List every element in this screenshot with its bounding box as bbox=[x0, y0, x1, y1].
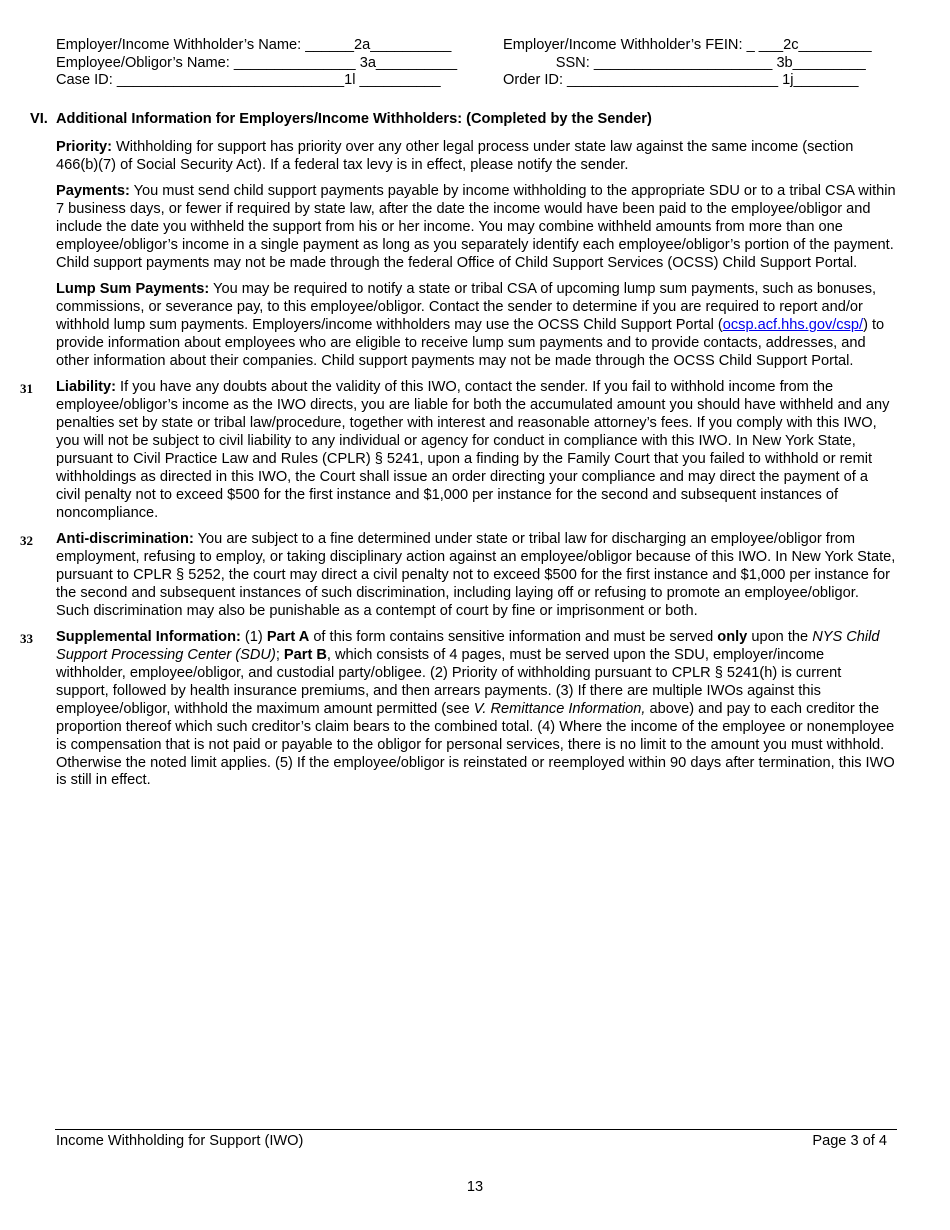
priority-heading: Priority: bbox=[56, 139, 112, 155]
employee-name-field: Employee/Obligor’s Name: _______________ 3a__________ bbox=[56, 54, 458, 71]
supplemental-text-2: of this form contains sensitive information and must be served bbox=[309, 629, 718, 646]
footer-title: Income Withholding for Support (IWO) bbox=[56, 1133, 304, 1149]
anti-discrimination-paragraph bbox=[20, 531, 896, 621]
footer-page-indicator: Page 3 of 4 bbox=[812, 1133, 887, 1149]
part-b-label: Part B bbox=[283, 647, 327, 664]
liability-heading: Liability: bbox=[56, 379, 116, 396]
employer-name-field: Employer/Income Withholder’s Name: ______2a__________ bbox=[56, 37, 452, 53]
paragraph-number-32: 32 bbox=[20, 533, 33, 549]
footer-divider bbox=[55, 1129, 897, 1130]
liability-paragraph bbox=[20, 379, 896, 522]
header-right bbox=[503, 37, 872, 90]
lump-sum-text-before: You may be required to notify a state or tribal CSA of upcoming lump sum payments, such as bonuses, commissions, or severance pay, to this employee/obligor. Contact the sender to determine if you are required to report and/or withhold lump sum payments. Employers/income withholders may use the OCSS Child Support Portal ( bbox=[56, 281, 877, 334]
lump-sum-heading: Lump Sum Payments: bbox=[56, 281, 210, 298]
lump-sum-text-after: ) to provide information about employees who are eligible to receive lump sum payments and to provide contacts, addresses, and other information about their companies. Child support payments may not be made through the OCSS Child Support Portal. bbox=[56, 317, 885, 369]
anti-discrimination-text: You are subject to a fine determined under state or tribal law for discharging an employee/obligor from employment, refusing to employ, or taking disciplinary action against an employee/obligor because of this IWO. In New York State, pursuant to CPLR § 5252, the court may direct a civil penalty not to exceed $500 for the first instance and $1,000 per instance for the second and subsequent instances of such discrimination, including laying off or refusing to promote an employee/obligor. Such discrimination may also be punishable as a contempt of court by fine or imprisonment or both. bbox=[56, 531, 896, 619]
ssn-field: SSN: ______________________ 3b_________ bbox=[503, 54, 866, 71]
supplemental-text-3: upon the bbox=[747, 629, 813, 646]
supplemental-paragraph bbox=[20, 629, 896, 790]
section-title bbox=[30, 111, 652, 127]
supplemental-heading: Supplemental Information: bbox=[56, 629, 241, 646]
ocsp-portal-link[interactable]: ocsp.acf.hhs.gov/csp/ bbox=[722, 317, 864, 334]
section-content bbox=[20, 139, 896, 799]
payments-text: You must send child support payments payable by income withholding to the appropriate SDU or to a tribal CSA within 7 business days, or fewer if required by state law, after the date the income would have been paid to the employee/obligor and include the date you withheld the support from his or her income. You may combine withheld amounts from more than one employee/obligor’s income in a single payment as long as you separately identify each employee/obligor’s portion of the payment. Child support payments may not be made through the federal Office of Child Support Services (OCSS) Child Support Portal. bbox=[56, 183, 896, 271]
lump-sum-paragraph bbox=[56, 281, 896, 371]
paragraph-number-31: 31 bbox=[20, 381, 33, 397]
section-heading: Additional Information for Employers/Income Withholders: (Completed by the Sender) bbox=[56, 111, 652, 127]
anti-discrimination-heading: Anti-discrimination: bbox=[56, 531, 194, 548]
nys-sdu-name: NYS Child Support Processing Center (SDU) bbox=[56, 629, 880, 664]
page-number: 13 bbox=[466, 1179, 484, 1195]
part-a-label: Part A bbox=[266, 629, 310, 646]
order-id-field: Order ID: __________________________ 1j________ bbox=[503, 72, 859, 89]
payments-heading: Payments: bbox=[56, 183, 130, 200]
priority-text: Withholding for support has priority over any other legal process under state law against the same income (section 466(b)(7) of Social Security Act). If a federal tax levy is in effect, please notify the sender. bbox=[56, 139, 854, 173]
section-number: VI. bbox=[30, 111, 48, 127]
liability-text: If you have any doubts about the validity of this IWO, contact the sender. If you fail to withhold income from the employee/obligor’s income as the IWO directs, you are liable for both the accumulated amount you should have withheld and any penalties set by state or tribal law/procedure, together with interest and reasonable attorney’s fees. If you comply with this IWO, you will not be subject to civil liability to any individual or agency for conduct in compliance with this IWO. In New York State, pursuant to Civil Practice Law and Rules (CPLR) § 5241, upon a finding by the Family Court that you failed to withhold or remit withholdings as directed in this IWO, the Court shall issue an order directing your compliance and may direct the payment of a civil penalty not to exceed $500 for the first instance and $1,000 per instance for the second and subsequent instances of noncompliance. bbox=[56, 379, 890, 521]
payments-paragraph bbox=[56, 183, 896, 273]
supplemental-text-5: , which consists of 4 pages, must be served upon the SDU, employer/income withholder, employee/obligor, and custodial party/obligee. (2) Priority of withholding pursuant to CPLR § 5241(h) is current support, followed by health insurance premiums, and then arrears payments. (3) If there are multiple IWOs against this employee/obligor, withhold the maximum amount permitted (see bbox=[56, 647, 842, 717]
header-left bbox=[56, 37, 457, 90]
priority-paragraph bbox=[56, 139, 896, 175]
remittance-reference: V. Remittance Information, bbox=[473, 700, 646, 717]
supplemental-text-4: ; bbox=[275, 647, 284, 664]
paragraph-number-33: 33 bbox=[20, 631, 33, 647]
supplemental-text-1: (1) bbox=[240, 629, 267, 646]
employer-fein-field: Employer/Income Withholder’s FEIN: _ ___2c_________ bbox=[503, 37, 872, 53]
case-id-field: Case ID: ____________________________1l __________ bbox=[56, 72, 441, 89]
only-emphasis: only bbox=[717, 629, 748, 646]
supplemental-text-6: above) and pay to each creditor the proportion thereof which such creditor’s claim bears to the combined total. (4) Where the income of the employee or nonemployee is compensation that is not paid or payable to the obligor for personal services, there is no limit to the amount you must withhold. Otherwise the noted limit applies. (5) If the employee/obligor is reinstated or reemployed within 90 days after termination, this IWO is still in effect. bbox=[56, 700, 895, 789]
